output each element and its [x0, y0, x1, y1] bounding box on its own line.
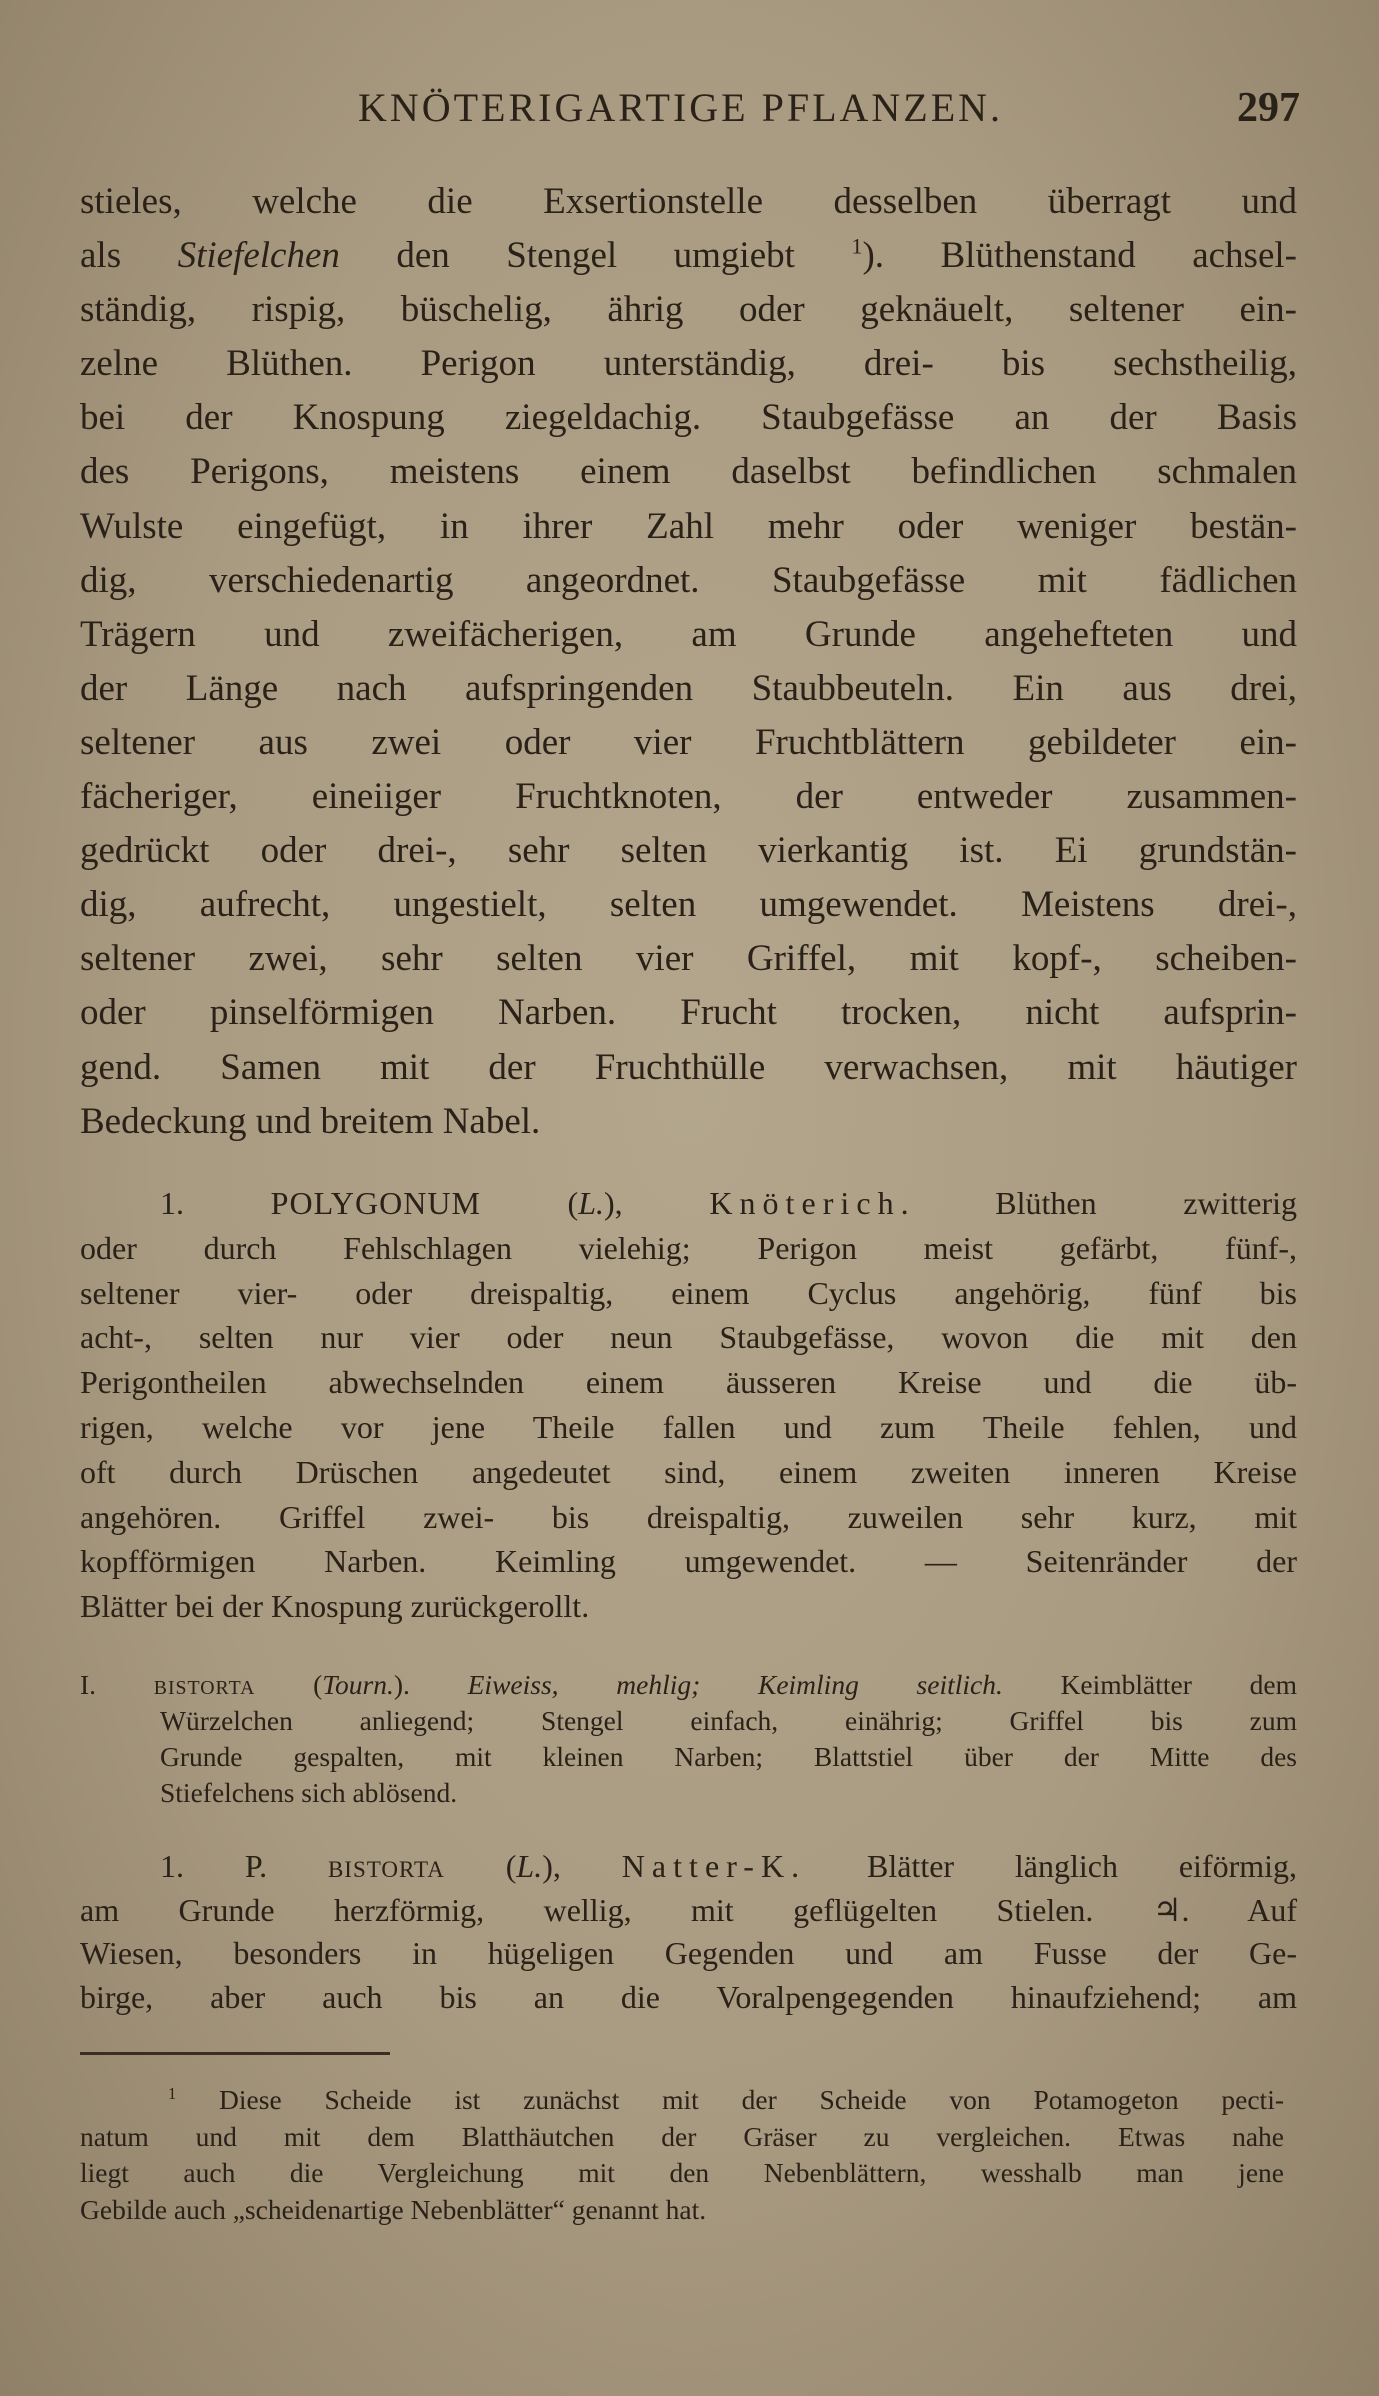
text-run: . Blüthen zwitterig — [900, 1185, 1298, 1221]
text-line — [80, 1703, 1297, 1739]
text-line — [80, 1271, 1297, 1316]
text-run: ). Blüthenstand achsel- — [862, 235, 1297, 277]
text-run: seltener vier- oder dreispaltig, einem Cyclus angehörig, fünf bis — [80, 1274, 1297, 1311]
text-run: angehören. Griffel zwei- bis dreispaltig, zuweilen sehr kurz, mit — [80, 1498, 1297, 1535]
text-run: den Stengel umgiebt — [339, 235, 852, 277]
text-run: dig, aufrecht, ungestielt, selten umgewendet. Meistens drei-, — [80, 884, 1297, 926]
text-run: der Länge nach aufspringenden Staubbeuteln. Ein aus drei, — [80, 667, 1297, 709]
text-line — [80, 716, 1297, 770]
text-run: I. — [80, 1669, 154, 1700]
text-line — [80, 1450, 1297, 1495]
text-line — [80, 824, 1297, 878]
text-run: natum und mit dem Blatthäutchen der Gräser zu vergleichen. Etwas nahe — [80, 2120, 1284, 2152]
text-line — [80, 1976, 1297, 2020]
text-line — [80, 2119, 1284, 2156]
text-run: ( — [255, 1669, 323, 1700]
paragraph-genus-polygonum — [80, 1181, 1297, 1629]
italic-text: Eiweiss, mehlig; Keimling seitlich. — [467, 1669, 1003, 1700]
running-header — [0, 80, 1379, 136]
text-run: oder pinselförmigen Narben. Frucht trocken, nicht aufsprin- — [80, 992, 1297, 1034]
text-line — [80, 554, 1297, 608]
text-line — [80, 1360, 1297, 1405]
italic-text: Tourn. — [322, 1669, 394, 1700]
text-run: Diese Scheide ist zunächst mit der Scheide von Potamogeton pecti- — [176, 2084, 1284, 2115]
text-run: rigen, welche vor jene Theile fallen und zum Theile fehlen, und — [80, 1408, 1297, 1445]
footnote-marker: 1 — [168, 2083, 177, 2103]
text-run: Blätter bei der Knospung zurückgerollt. — [80, 1588, 590, 1625]
text-run: des Perigons, meistens einem daselbst befindlichen schmalen — [80, 451, 1297, 493]
text-line — [80, 1181, 1297, 1226]
text-run: seltener zwei, sehr selten vier Griffel, mit kopf-, scheiben- — [80, 938, 1297, 980]
running-title: KNÖTERIGARTIGE PFLANZEN. — [357, 85, 1004, 130]
text-line — [80, 662, 1297, 716]
text-line — [80, 2192, 1284, 2229]
text-line — [80, 986, 1297, 1040]
text-line — [80, 391, 1297, 445]
text-run: 1. P. — [160, 1848, 328, 1884]
paragraph-subgenus-bistorta — [80, 1667, 1297, 1811]
text-run: acht-, selten nur vier oder neun Staubgefässe, wovon die mit den — [80, 1319, 1297, 1356]
text-line — [80, 2082, 1284, 2119]
text-run: Würzelchen anliegend; Stengel einfach, einährig; Griffel bis zum — [160, 1705, 1297, 1736]
small-caps-text: BISTORTA — [327, 1856, 445, 1882]
text-run: Grunde gespalten, mit kleinen Narben; Blattstiel über der Mitte des — [160, 1741, 1297, 1772]
footnote-marker: 1 — [851, 233, 863, 259]
italic-text: Stiefelchen — [177, 235, 340, 277]
text-line — [80, 229, 1297, 283]
emphasis-text: POLYGONUM — [270, 1185, 481, 1221]
text-run: Keimblätter dem — [1002, 1669, 1297, 1700]
text-line — [80, 1095, 1297, 1149]
italic-text: L. — [578, 1185, 605, 1221]
text-line — [80, 283, 1297, 337]
emphasis-text: Knöterich — [709, 1185, 901, 1221]
text-line — [80, 445, 1297, 499]
text-run: bei der Knospung ziegeldachig. Staubgefässe an der Basis — [80, 397, 1297, 439]
text-line — [80, 1315, 1297, 1360]
text-run: Trägern und zweifächerigen, am Grunde angehefteten und — [80, 613, 1297, 655]
text-line — [80, 1226, 1297, 1271]
italic-text: L. — [516, 1848, 543, 1884]
text-run: stieles, welche die Exsertionstelle desselben überragt und — [80, 181, 1297, 222]
text-line — [80, 878, 1297, 932]
text-line — [80, 337, 1297, 391]
text-run: am Grunde herzförmig, wellig, mit geflügelten Stielen. ♃. Auf — [80, 1891, 1297, 1928]
text-run: Perigontheilen abwechselnden einem äusseren Kreise und die üb- — [80, 1364, 1297, 1401]
page-number: 297 — [1237, 85, 1300, 131]
text-run: dig, verschiedenartig angeordnet. Staubgefässe mit fädlichen — [80, 559, 1297, 601]
text-line — [80, 1775, 1297, 1811]
text-line — [80, 1405, 1297, 1450]
text-run: Bedeckung und breitem Nabel. — [80, 1100, 541, 1142]
text-run: Gebilde auch „scheidenartige Nebenblätter“ genannt hat. — [80, 2194, 707, 2226]
text-run: als — [80, 235, 178, 277]
text-line — [80, 770, 1297, 824]
text-run: kopfförmigen Narben. Keimling umgewendet. — Seitenränder der — [80, 1543, 1297, 1580]
paragraph-family-description — [80, 175, 1297, 1149]
text-run: gend. Samen mit der Fruchthülle verwachsen, mit häutiger — [80, 1046, 1297, 1088]
text-line — [80, 608, 1297, 662]
text-line — [80, 2155, 1284, 2192]
text-run: Stiefelchens sich ablösend. — [160, 1777, 458, 1808]
text-line — [80, 1667, 1297, 1703]
footnote — [80, 2082, 1284, 2229]
text-line — [80, 932, 1297, 986]
text-run: zelne Blüthen. Perigon unterständig, drei- bis sechstheilig, — [80, 343, 1297, 385]
text-line — [80, 1539, 1297, 1584]
text-line — [80, 500, 1297, 554]
text-line — [80, 1041, 1297, 1095]
footnote-separator-rule — [80, 2052, 390, 2055]
text-run: oft durch Drüschen angedeutet sind, einem zweiten inneren Kreise — [80, 1453, 1297, 1490]
text-run: ). — [393, 1669, 468, 1700]
text-run: fächeriger, eineiiger Fruchtknoten, der entweder zusammen- — [80, 776, 1297, 818]
small-caps-text: BISTORTA — [153, 1677, 256, 1699]
text-run: Blätter länglich eiförmig, — [806, 1848, 1298, 1884]
text-run: birge, aber auch bis an die Voralpengegenden hinaufziehend; am — [80, 1978, 1297, 2015]
paragraph-species-bistorta — [80, 1845, 1297, 2019]
text-run: Wulste eingefügt, in ihrer Zahl mehr oder weniger bestän- — [80, 505, 1297, 547]
text-line — [80, 1739, 1297, 1775]
text-run: oder durch Fehlschlagen vielehig; Perigon meist gefärbt, fünf-, — [80, 1229, 1297, 1266]
text-run: ( — [480, 1185, 579, 1221]
text-run: ), — [542, 1848, 622, 1884]
text-run: seltener aus zwei oder vier Fruchtblättern gebildeter ein- — [80, 721, 1297, 763]
text-run: Wiesen, besonders in hügeligen Gegenden und am Fusse der Ge- — [80, 1935, 1297, 1972]
text-run: liegt auch die Vergleichung mit den Nebenblättern, wesshalb man jene — [80, 2157, 1284, 2189]
text-line — [80, 175, 1297, 229]
text-line — [80, 1495, 1297, 1540]
text-line — [80, 1845, 1297, 1889]
text-run: ( — [444, 1848, 517, 1884]
text-line — [80, 1584, 1297, 1629]
text-run: 1. — [160, 1185, 271, 1221]
emphasis-text: Natter-K. — [621, 1848, 807, 1884]
text-run: ständig, rispig, büschelig, ährig oder geknäuelt, seltener ein- — [80, 289, 1297, 331]
text-line — [80, 1932, 1297, 1976]
text-run: gedrückt oder drei-, sehr selten vierkantig ist. Ei grundstän- — [80, 830, 1297, 872]
text-run: ), — [604, 1185, 710, 1221]
text-line — [80, 1889, 1297, 1933]
